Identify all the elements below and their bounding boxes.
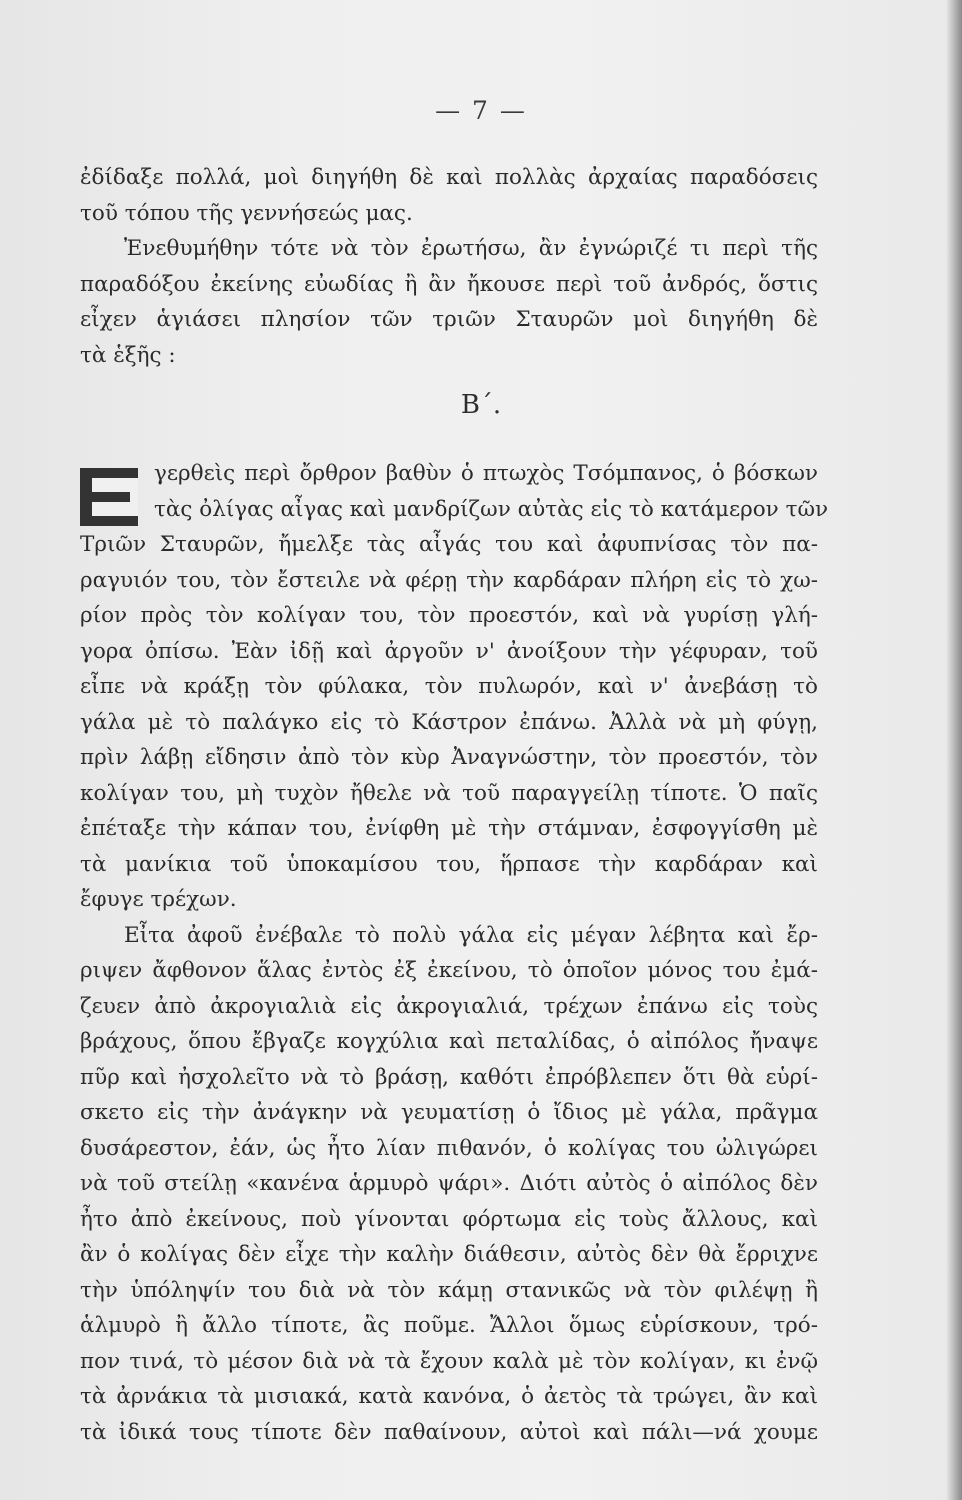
page-edge-shadow [946,0,962,1500]
text-line: παραδόξου ἐκείνης εὐωδίας ἢ ἂν ἤκουσε περὶ τοῦ ἀνδρός, ὅστις [80,271,818,297]
text-line: κολίγαν του, μὴ τυχὸν ἤθελε νὰ τοῦ παραγγείλῃ τίποτε. Ὁ παῖς [80,780,818,806]
text-line: βράχους, ὅπου ἔβγαζε κογχύλια καὶ πεταλίδας, ὁ αἰπόλος ἤναψε [80,1029,818,1054]
text-line: γάλα μὲ τὸ παλάγκο εἰς τὸ Κάστρον ἐπάνω. Ἀλλὰ νὰ μὴ φύγῃ, [80,709,818,735]
text-line: ἔφυγε τρέχων. [80,887,237,912]
text-line: πον τινά, τὸ μέσον διὰ νὰ τὰ ἔχουν καλὰ μὲ τὸν κολίγαν, κι ἐνῷ [80,1348,818,1374]
paragraph-2 [80,456,829,1450]
text-line: νὰ τοῦ στείλῃ «κανένα ἁρμυρὸ ψάρι». Διότι αὐτὸς ὁ αἰπόλος δὲν [80,1171,818,1196]
text-line: ἁλμυρὸ ἢ ἄλλο τίποτε, ἂς ποῦμε. Ἄλλοι ὅμως εὑρίσκουν, τρό- [80,1313,818,1338]
text-line: Τριῶν Σταυρῶν, ἤμελξε τὰς αἶγάς του καὶ ἀφυπνίσας τὸν πα- [80,532,818,557]
text-line: γερθεὶς περὶ ὄρθρον βαθὺν ὁ πτωχὸς Τσόμπανος, ὁ βόσκων [154,461,818,486]
text-line: πρὶν λάβῃ εἴδησιν ἀπὸ τὸν κὺρ Ἀναγνώστην, τὸν προεστόν, τὸν [80,745,818,770]
text-line: ριψεν ἄφθονον ἅλας ἐντὸς ἐξ ἐκείνου, τὸ ὁποῖον μόνος του ἐμά- [80,958,818,983]
text-line: Εἶτα ἀφοῦ ἐνέβαλε τὸ πολὺ γάλα εἰς μέγαν λέβητα καὶ ἔρ- [124,922,818,948]
section-heading: Β΄. [460,390,502,420]
text-line: ζευεν ἀπὸ ἀκρογιαλιὰ εἰς ἀκρογιαλιά, τρέχων ἐπάνω εἰς τοὺς [80,993,818,1019]
text-line: ραγυιόν του, τὸν ἔστειλε νὰ φέρῃ τὴν καρδάραν πλήρη εἰς τὸ χω- [80,567,818,593]
text-line: δυσάρεστον, ἐάν, ὡς ἦτο λίαν πιθανόν, ὁ κολίγας του ὠλιγώρει [80,1135,818,1161]
text-line: ρίον πρὸς τὸν κολίγαν του, τὸν προεστόν, καὶ νὰ γυρίσῃ γλή- [80,603,818,628]
text-line: τὰς ὀλίγας αἶγας καὶ μανδρίζων αὐτὰς εἰς τὸ κατάμερον τῶν [154,496,829,522]
text-line: τὰ μανίκια τοῦ ὑποκαμίσου του, ἥρπασε τὴν καρδάραν καὶ [80,851,818,877]
text-line: ἐπέταξε τὴν κάπαν του, ἐνίφθη μὲ τὴν στάμναν, ἐσφογγίσθη μὲ [80,816,818,841]
text-line: γορα ὀπίσω. Ἐὰν ἰδῇ καὶ ἀργοῦν ν' ἀνοίξουν τὴν γέφυραν, τοῦ [80,638,818,664]
text-line: τὰ ἑξῆς : [80,342,176,368]
page-number: — 7 — [435,96,527,125]
text-line: εἶχεν ἁγιάσει πλησίον τῶν τριῶν Σταυρῶν μοὶ διηγήθη δὲ [80,307,818,332]
text-line: ἂν ὁ κολίγας δὲν εἶχε τὴν καλὴν διάθεσιν, αὐτὸς δὲν θὰ ἔρριχνε [80,1242,818,1267]
text-line: εἶπε νὰ κράξῃ τὸν φύλακα, τὸν πυλωρόν, καὶ ν' ἀνεβάσῃ τὸ [80,674,818,699]
text-line: σκετο εἰς τὴν ἀνάγκην νὰ γευματίσῃ ὁ ἴδιος μὲ γάλα, πρᾶγμα [80,1100,818,1125]
text-line: Ἐνεθυμήθην τότε νὰ τὸν ἐρωτήσω, ἂν ἐγνώριζέ τι περὶ τῆς [124,236,818,261]
text-line: πῦρ καὶ ἠσχολεῖτο νὰ τὸ βράσῃ, καθότι ἐπρόβλεπεν ὅτι θὰ εὑρί- [80,1064,818,1090]
text-line: τὴν ὑπόληψίν του διὰ νὰ τὸν κάμῃ στανικῶς νὰ τὸν φιλέψῃ ἢ [80,1277,818,1303]
text-line: ἐδίδαξε πολλά, μοὶ διηγήθη δὲ καὶ πολλὰς ἀρχαίας παραδόσεις [80,165,818,190]
text-line: τοῦ τόπου τῆς γεννήσεώς μας. [80,200,413,226]
paragraph-1 [80,160,818,373]
text-line: τὰ ἰδικά τους τίποτε δὲν παθαίνουν, αὐτοὶ καὶ πάλι—νά χουμε [80,1419,818,1445]
text-line: ἦτο ἀπὸ ἐκείνους, ποὺ γίνονται φόρτωμα εἰς τοὺς ἄλλους, καὶ [80,1206,818,1232]
text-line: τὰ ἀρνάκια τὰ μισιακά, κατὰ κανόνα, ὁ ἀετὸς τὰ τρώγει, ἂν καὶ [80,1384,818,1409]
